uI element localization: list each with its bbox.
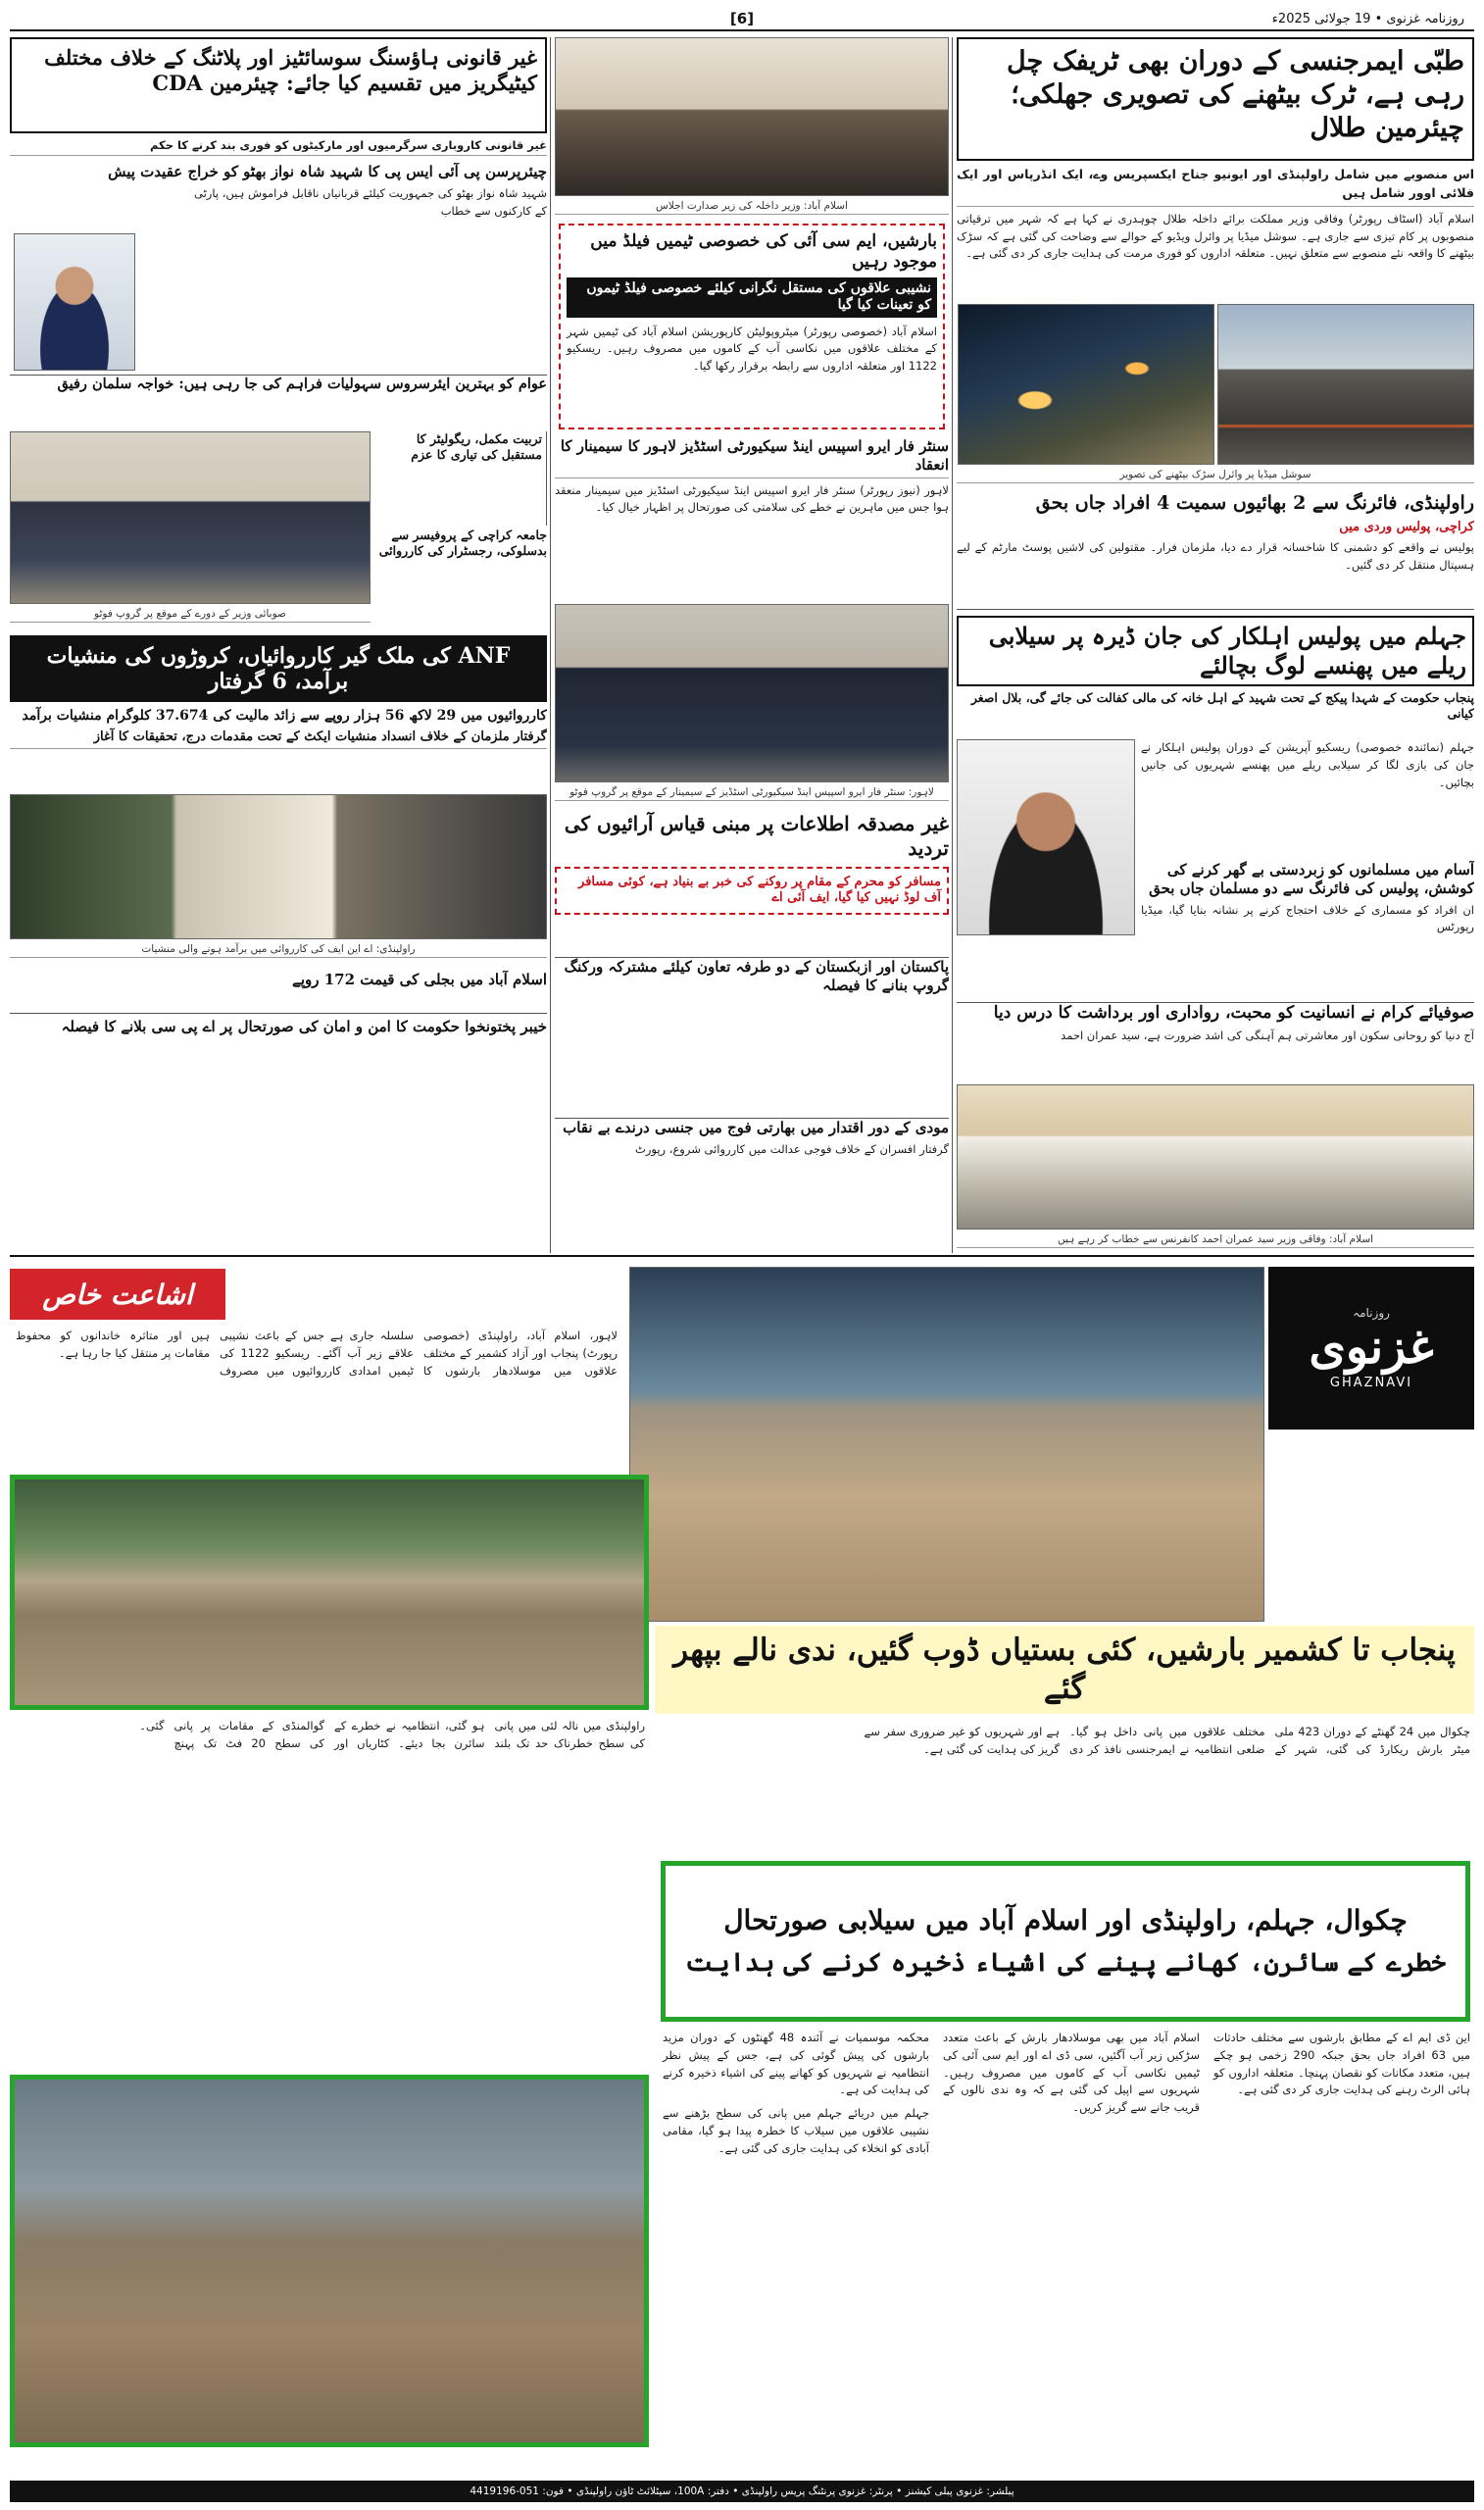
special-banner — [655, 1626, 1474, 1714]
headline: سنٹر فار ایرو اسپیس اینڈ سیکیورٹی اسٹڈیز لاہور کا سیمینار کا انعقاد — [555, 437, 949, 478]
left-story-7 — [10, 1018, 547, 1135]
mid-story-3 — [555, 812, 949, 949]
conference-photo — [957, 1084, 1474, 1230]
anf-caption: راولپنڈی: اے این ایف کی کارروائی میں برآمد ہونے والی منشیات — [10, 941, 547, 958]
story3-box — [555, 867, 949, 915]
kicker: نشیبی علاقوں کی مستقل نگرانی کیلئے خصوصی فیلڈ ٹیموں کو تعینات کیا گیا — [567, 277, 937, 318]
special-body-bottom-1 — [1210, 2028, 1474, 2449]
left-story-5 — [374, 527, 547, 626]
cda-lead-story — [10, 37, 547, 133]
rescue-photo-frame — [10, 1475, 649, 1710]
photo-caption-2: لاہور: سنٹر فار ایرو اسپیس اینڈ سیکیورٹی اسٹڈیز کے سیمینار کے موقع پر گروپ فوٹو — [555, 784, 949, 801]
lead-text: غیر قانونی کاروباری سرگرمیوں اور مارکیٹوں کو فوری بند کرنے کا حکم — [10, 137, 547, 156]
portrait-photo — [957, 739, 1135, 935]
headline: طبّی ایمرجنسی کے دوران بھی ٹریفک چل رہی ہے، ٹرک بیٹھنے کی تصویری جھلکی؛ چیئرمین طلال — [1007, 46, 1464, 143]
logo-en: GHAZNAVI — [1329, 1376, 1413, 1391]
body-text: جہلم (نمائندہ خصوصی) ریسکیو آپریشن کے دوران پولیس اہلکار نے جان کی بازی لگا کر سیلابی ریلے میں پھنسے شہریوں کی جانیں بچائیں۔ — [1141, 740, 1474, 789]
body-text: چکوال میں 24 گھنٹے کے دوران 423 ملی میٹر بارش ریکارڈ کی گئی، شہر کے مختلف علاقوں میں پانی داخل ہو گیا۔ ضلعی انتظامیہ نے ایمرجنسی نافذ کر دی ہے اور شہریوں کو غیر ضروری سفر سے گریز کی ہدایت کی گئی ہے۔ — [864, 1725, 1470, 1756]
left-story-3 — [10, 375, 547, 427]
banner-headline: پنجاب تا کشمیر بارشیں، کئی بستیاں ڈوب گئیں، ندی نالے بپھر گئے — [673, 1632, 1456, 1706]
headline: بارشیں، ایم سی آئی کی خصوصی ٹیمیں فیلڈ میں موجود رہیں — [590, 231, 937, 273]
right-story-4 — [1141, 861, 1474, 998]
logo-title: غزنوی — [1309, 1319, 1434, 1375]
logo-sub: روزنامہ — [1353, 1305, 1390, 1320]
right-column — [957, 37, 1474, 1253]
body-text: اسلام آباد (خصوصی رپورٹر) میٹروپولیٹن کارپوریشن اسلام آباد کی ٹیمیں شہر کے مختلف علاقوں میں نکاسی آب کے کاموں میں مصروف رہیں۔ ریسکیو 1122 اور متعلقہ اداروں سے رابطہ برقرار رکھا گیا۔ — [567, 324, 937, 374]
left-column — [10, 37, 547, 1253]
flood-photo-street — [10, 2075, 649, 2447]
kicker: پنجاب حکومت کے شہدا پیکج کے تحت شہید کے اہل خانہ کی مالی کفالت کی جائے گی، بلال اصغر کیانی — [970, 690, 1474, 721]
headline: چیئرپرسن پی آئی ایس پی کا شہید شاہ نواز بھٹو کو خراج عقیدت پیش — [108, 163, 547, 180]
body-text: محکمہ موسمیات نے آئندہ 48 گھنٹوں کے دوران مزید بارشوں کی پیش گوئی کی ہے، جس کے پیش نظر انتظامیہ نے شہریوں کو کھانے پینے کی اشیاء ذخیرہ کرنے کی ہدایت کی ہے۔ — [663, 2031, 929, 2097]
special-body-bottom-3 — [659, 2028, 933, 2449]
mid-story-2 — [555, 437, 949, 600]
mid-story-5 — [555, 1118, 949, 1251]
headline: غیر مصدقہ اطلاعات پر مبنی قیاس آرائیوں کی تردید — [564, 812, 949, 860]
headline: راولپنڈی، فائرنگ سے 2 بھائیوں سمیت 4 افراد جاں بحق — [1035, 492, 1474, 514]
body-text: گرفتار افسران کے خلاف فوجی عدالت میں کارروائی شروع، رپورٹ — [635, 1141, 949, 1156]
headline: خیبر پختونخوا حکومت کا امن و امان کی صورتحال پر اے پی سی بلانے کا فیصلہ — [61, 1018, 547, 1035]
right-lead-body — [957, 165, 1474, 302]
mid-story-4 — [555, 957, 949, 1114]
green-head-line2: خطرے کے سائرن، کھانے پینے کی اشیاء ذخیرہ کرنے کی ہدایت — [684, 1948, 1447, 1979]
photo-caption: اسلام آباد: وزیر داخلہ کی زیر صدارت اجلاس — [555, 198, 949, 215]
rescue-photo — [15, 1480, 644, 1705]
ishaat-label: اشاعت خاص — [10, 1269, 225, 1320]
body-text: اسلام آباد میں بھی موسلادھار بارش کے باعث متعدد سڑکیں زیر آب آگئیں، سی ڈی اے اور ایم سی آئی کی ٹیمیں نکاسی آب کے کاموں میں مصروف رہیں۔ شہریوں سے اپیل کی گئی ہے کہ وہ ندی نالوں کے قریب جانے سے گریز کریں۔ — [943, 2031, 1200, 2115]
left-story-4 — [374, 431, 547, 526]
special-edition — [10, 1261, 1474, 2475]
body-text: لاہور، اسلام آباد، راولپنڈی (خصوصی رپورٹ) پنجاب اور آزاد کشمیر کے مختلف علاقوں میں موسلادھار بارشوں کا سلسلہ جاری ہے جس کے باعث نشیبی علاقے زیر آب آگئے۔ ریسکیو 1122 کی ٹیمیں امدادی کارروائیوں میں مصروف ہیں اور متاثرہ خاندانوں کو محفوظ مقامات پر منتقل کیا جا رہا ہے۔ — [16, 1329, 618, 1378]
body-text-2: جہلم میں دریائے جہلم میں پانی کی سطح بڑھنے سے نشیبی علاقوں میں سیلاب کا خطرہ پیدا ہو گیا، مقامی آبادی کو انخلاء کی ہدایت جاری کی گئی ہے۔ — [663, 2106, 929, 2155]
headline: جہلم میں پولیس اہلکار کی جان ڈیرہ پر سیلابی ریلے میں پھنسے لوگ بچالئے — [957, 616, 1474, 686]
body-text: لاہور (نیوز رپورٹر) سنٹر فار ایرو اسپیس اینڈ سیکیورٹی اسٹڈیز میں سیمینار منعقد ہوا جس میں ماہرین نے خطے کی سلامتی کی صورتحال پر اظہار خیال کیا۔ — [555, 482, 949, 515]
photo-caption: صوبائی وزیر کے دورے کے موقع پر گروپ فوٹو — [10, 606, 371, 623]
anf-drugs-photo — [10, 794, 547, 939]
headline: آسام میں مسلمانوں کو زبردستی بے گھر کرنے کی کوشش، پولیس کی فائرنگ سے دو مسلمان جاں بحق — [1149, 861, 1474, 897]
right-story-3-body — [1141, 739, 1474, 855]
special-body-left — [10, 1714, 649, 1910]
headline: اسلام آباد میں بجلی کی قیمت 172 روپے — [292, 971, 547, 988]
portrait-photo — [14, 233, 135, 371]
flood-photo-main — [629, 1267, 1264, 1622]
newspaper-page — [10, 8, 1474, 2502]
right-story-3 — [957, 616, 1474, 733]
headline: مودی کے دور اقتدار میں بھارتی فوج میں جنسی درندے بے نقاب — [563, 1119, 949, 1136]
body-text: شہید شاہ نواز بھٹو کی جمہوریت کیلئے قربانیاں ناقابل فراموش ہیں، پارٹی کے کارکنوں سے خطاب — [194, 185, 547, 218]
body-text: مسافر کو محرم کے مقام پر روکنے کی خبر بے بنیاد ہے، کوئی مسافر آف لوڈ نہیں کیا گیا، ایف آئی اے — [578, 875, 941, 906]
green-headline-box — [661, 1861, 1470, 2022]
special-body-bottom-2 — [939, 2028, 1204, 2449]
headline: جامعہ کراچی کے پروفیسر سے بدسلوکی، رجسٹرار کی کارروائی — [378, 527, 547, 558]
body-text: راولپنڈی میں نالہ لئی میں پانی کی سطح خطرناک حد تک بلند ہو گئی، انتظامیہ نے خطرے کے سائرن بجا دیئے۔ کٹاریاں اور گوالمنڈی کے مقامات پر پانی کی سطح 20 فٹ تک پہنچ گئی۔ — [139, 1719, 645, 1750]
photo-caption: سوشل میڈیا پر وائرل سڑک بیٹھنے کی تصویر — [957, 467, 1474, 483]
body-text: ان افراد کو مسماری کے خلاف احتجاج کرنے پر نشانہ بنایا گیا، میڈیا رپورٹس — [1141, 902, 1474, 934]
date-line: روزنامہ غزنوی • 19 جولائی 2025ء — [1271, 11, 1464, 26]
meeting-photo — [555, 37, 949, 196]
ghaznavi-logo — [1268, 1267, 1474, 1430]
special-body-right — [655, 1722, 1474, 1859]
anf-headline: ANF کی ملک گیر کارروائیاں، کروڑوں کی منشیات برآمد، 6 گرفتار — [10, 635, 547, 702]
lead-text: اس منصوبے میں شامل راولپنڈی اور ایونیو جناح ایکسپریس وے، ایک انڈرپاس اور ایک فلائی اوور شامل ہیں — [957, 165, 1474, 207]
right-story-2 — [957, 492, 1474, 610]
right-lead-story — [957, 37, 1474, 161]
anf-kicker: کارروائیوں میں 29 لاکھ 56 ہزار روپے سے زائد مالیت کی 37.674 کلوگرام منشیات برآمد — [22, 708, 547, 724]
body-text: این ڈی ایم اے کے مطابق بارشوں سے مختلف حادثات میں 63 افراد جاں بحق جبکہ 290 زخمی ہو چکے ہیں، متعدد مکانات کو نقصان پہنچا۔ متعلقہ اداروں کو ہائی الرٹ رہنے کی ہدایت جاری کر دی گئی ہے۔ — [1213, 2031, 1470, 2097]
headline: تربیت مکمل، ریگولیٹر کا مستقبل کی تیاری کا عزم — [411, 431, 542, 462]
headline: پاکستان اور ازبکستان کے دو طرفہ تعاون کیلئے مشترکہ ورکنگ گروپ بنانے کا فیصلہ — [564, 958, 949, 994]
body-text: اسلام آباد (اسٹاف رپورٹر) وفاقی وزیر مملکت برائے داخلہ طلال چوہدری نے کہا ہے کہ شہر میں ترقیاتی منصوبوں پر کام تیزی سے جاری ہے۔ سوشل میڈیا پر وائرل ویڈیو کے حوالے سے وضاحت کی گئی ہے کہ سڑک بیٹھنے کا واقعہ نئے منصوبے سے متعلق نہیں۔ متعلقہ اداروں کو فوری مرمت کی ہدایت جاری کر دی گئی ہے۔ — [957, 211, 1474, 261]
middle-column — [555, 37, 949, 1253]
road-photo-night — [958, 304, 1214, 465]
kicker: کراچی، پولیس وردی میں — [1339, 519, 1474, 534]
body-text: آج دنیا کو روحانی سکون اور معاشرتی ہم آہنگی کی اشد ضرورت ہے، سید عمران احمد — [1061, 1029, 1474, 1043]
mci-box-story — [559, 224, 945, 429]
body-text: پولیس نے واقعے کو دشمنی کا شاخسانہ قرار دے دیا، ملزمان فرار۔ مقتولین کی لاشیں پوسٹ مارٹم کے لیے ہسپتال منتقل کر دی گئیں۔ — [957, 540, 1474, 572]
page-footer — [10, 2481, 1474, 2502]
headline: غیر قانونی ہاؤسنگ سوسائٹیز اور پلاٹنگ کے خلاف مختلف کیٹیگریز میں تقسیم کیا جائے: چیئرمین CDA — [44, 45, 537, 96]
headline: صوفیائے کرام نے انسانیت کو محبت، رواداری اور برداشت کا درس دیا — [993, 1003, 1474, 1023]
page-number: [6] — [729, 10, 755, 27]
page-header — [10, 8, 1474, 31]
anf-sub: گرفتار ملزمان کے خلاف انسداد منشیات ایکٹ کے تحت مقدمات درج، تحقیقات کا آغاز — [10, 729, 547, 749]
group-photo — [10, 431, 371, 604]
footer-text: پبلشر: غزنوی پبلی کیشنز • پرنٹر: غزنوی پرنٹنگ پریس راولپنڈی • دفتر: 100A، سیٹلائٹ ٹاؤن راولپنڈی • فون: 051-4419196 — [470, 2485, 1014, 2497]
headline: عوام کو بہترین ایئرسروس سہولیات فراہم کی جا رہی ہیں: خواجہ سلمان رفیق — [57, 376, 547, 392]
seminar-group-photo — [555, 604, 949, 782]
right-story-5 — [957, 1002, 1474, 1080]
green-head-line1: چکوال، جہلم، راولپنڈی اور اسلام آباد میں سیلابی صورتحال — [723, 1904, 1408, 1937]
road-photo-damaged — [1217, 304, 1474, 465]
left-story-6 — [10, 971, 547, 1014]
special-top-body — [10, 1324, 623, 1471]
photo-caption-2: اسلام آباد: وفاقی وزیر سید عمران احمد کانفرنس سے خطاب کر رہے ہیں — [957, 1231, 1474, 1248]
